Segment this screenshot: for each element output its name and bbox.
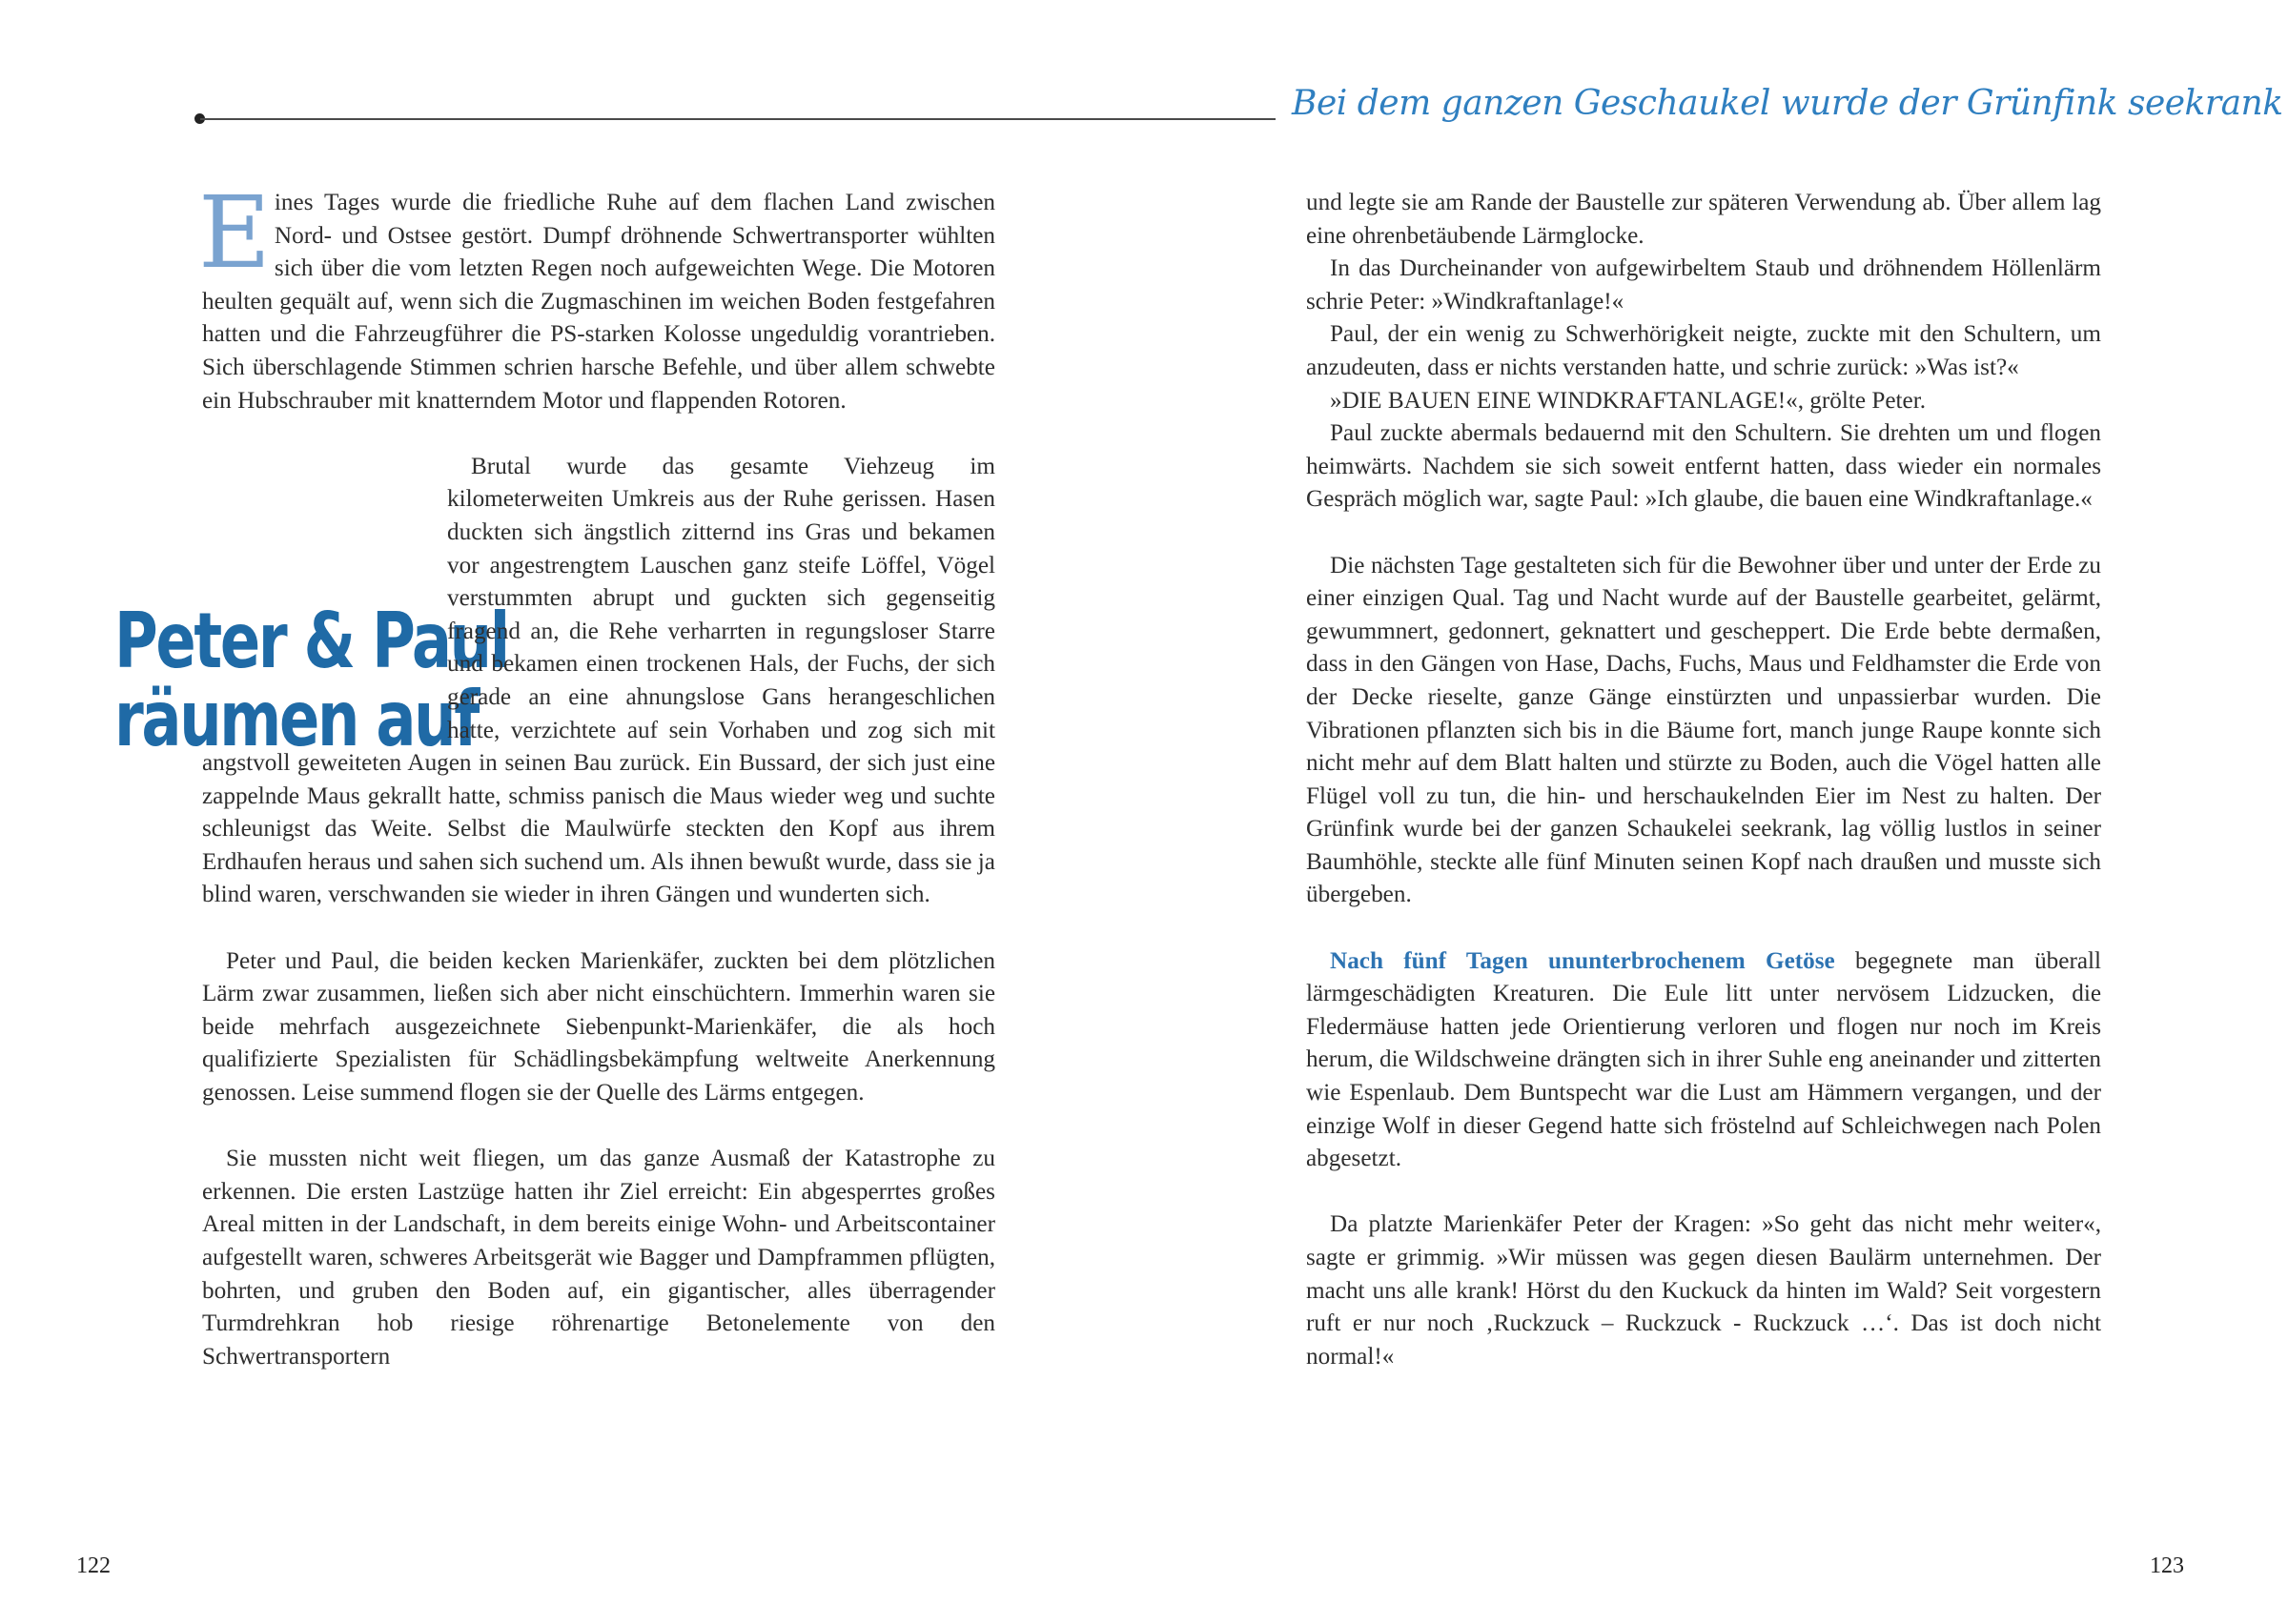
- paragraph: Peter und Paul, die beiden kecken Marienkäfer, zuckten bei dem plötzlichen Lärm zwar zusammen, ließen sich aber nicht einschüchtern. Immerhin waren sie beide mehrfach ausgezeichnete Siebenpunkt-Marienkäfer, die als hoch qualifizierte Spezialisten für Schädlingsbekämpfung weltweite Anerkennung genossen. Leise summend flogen sie der Quelle des Lärms entgegen.: [202, 947, 995, 1106]
- paragraph: Sie mussten nicht weit fliegen, um das ganze Ausmaß der Katastrophe zu erkennen. Die ersten Lastzüge hatten ihr Ziel erreicht: Ein abgesperrtes großes Areal mitten in der Landschaft, in dem bereits einige Wohn- und Arbeitscontainer aufgestellt waren, schweres Arbeitsgerät wie Bagger und Dampframmen pflügten, bohrten, und gruben den Boden auf, ein gigantischer, alles überragender Turmdrehkran hob riesige röhrenartige Betonelemente von den Schwertransportern: [202, 1146, 995, 1370]
- drop-cap: E: [198, 174, 271, 291]
- page-number-left: 122: [76, 1553, 111, 1578]
- paragraph-text: Brutal wurde das gesamte Viehzeug im kilometerweiten Umkreis aus der Ruhe gerissen. Hasen duckten sich ängstlich zitternd ins Gras und bekamen vor angestrengtem Lauschen ganz steife Löffel, Vögel verstummten abrupt und guckten sich gegenseitig fragend an, die Rehe verharrten in regungsloser Starre und bekamen einen trockenen Hals, der Fuchs, der sich gerade an eine ahnungslose Gans herangeschlichen hatte, verzichtete auf sein Vorhaben und zog sich mit angstvoll geweiteten Augen in seinen Bau zurück. Ein Bussard, der sich just eine zappelnde Maus gekrallt hatte, schmiss panisch die Maus wieder weg und suchte schleunigst das Weite. Selbst die Maulwürfe steckten den Kopf aus ihrem Erdhaufen heraus und sahen sich suchend um. Als ihnen bewußt wurde, dass sie ja blind waren, verschwanden sie wieder in ihren Gängen und wunderten sich.: [202, 453, 995, 908]
- headline-spacer: [178, 550, 447, 747]
- headline-line-1: Peter & Paul: [114, 597, 508, 685]
- paragraph: Paul zuckte abermals bedauernd mit den Schultern. Sie drehten um und flogen heimwärts. Nachdem sie sich soweit entfernt hatten, dass wieder ein normales Gespräch möglich war, sagte Paul: »Ich glaube, die bauen eine Windkraftanlage.«: [1306, 420, 2101, 513]
- header-rule: [200, 118, 1276, 120]
- paragraph: Paul, der ein wenig zu Schwerhörigkeit neigte, zuckte mit den Schultern, um anzudeuten, dass er nichts verstanden hatte, und schrie zurück: »Was ist?«: [1306, 321, 2101, 380]
- headline-line-2: räumen auf: [114, 675, 479, 763]
- paragraph: In das Durcheinander von aufgewirbeltem Staub und dröhnendem Höllenlärm schrie Peter: »Windkraftanlage!«: [1306, 255, 2101, 315]
- page-number-right: 123: [2150, 1553, 2184, 1578]
- paragraph: [1306, 945, 2101, 1176]
- paragraph: Die nächsten Tage gestalteten sich für die Bewohner über und unter der Erde zu einer einzigen Qual. Tag und Nacht wurde auf der Baustelle gearbeitet, gelärmt, gewummnert, gedonnert, geknattert und gescheppert. Die Erde bebte dermaßen, dass in den Gängen von Hase, Dachs, Fuchs, Maus und Feldhamster die Erde von der Decke rieselte, ganze Gänge einstürzten und unpassierbar wurden. Die Vibrationen pflanzten sich bis in die Bäume fort, manch junge Raupe konnte sich nicht mehr auf dem Blatt halten und stürzte zu Boden, auch die Vögel hatten alle Flügel voll zu tun, die hin- und herschaukelnden Eier im Nest zu halten. Der Grünfink wurde bei der ganzen Schaukelei seekrank, lag völlig lustlos in seiner Baumhöhle, steckte alle fünf Minuten seinen Kopf nach draußen und musste sich übergeben.: [1306, 552, 2101, 908]
- left-page-column: [198, 174, 995, 1373]
- paragraph: Da platzte Marienkäfer Peter der Kragen: »So geht das nicht mehr weiter«, sagte er grimmig. »Wir müssen was gegen diesen Baulärm unternehmen. Der macht uns alle krank! Hörst du den Kuckuck da hinten im Wald? Seit vorgestern ruft er nur noch ‚Ruckzuck – Ruckzuck - Ruckzuck …‘. Das ist doch nicht normal!«: [1306, 1211, 2101, 1370]
- running-head: Bei dem ganzen Geschaukel wurde der Grünfink seekrank: [1292, 84, 2283, 123]
- paragraph-text: begegnete man überall lärmgeschädigten Kreaturen. Die Eule litt unter nervösem Lidzucken, die Fledermäuse hatten jede Orientierung verloren und flogen nur noch im Kreis herum, die Wildschweine drängten sich in ihrer Suhle eng aneinander und zitterten wie Espenlaub. Dem Buntspecht war die Lust am Hämmern vergangen, und der einzige Wolf in dieser Gegend hatte sich fröstelnd auf Schleichwegen nach Polen abgesetzt.: [1306, 947, 2102, 1172]
- paragraph: »DIE BAUEN EINE WINDKRAFTANLAGE!«, grölte Peter.: [1330, 387, 1926, 414]
- paragraph: [198, 174, 995, 417]
- paragraph: und legte sie am Rande der Baustelle zur späteren Verwendung ab. Über allem lag eine ohrenbetäubende Lärmglocke.: [1306, 190, 2101, 249]
- paragraph-text: ines Tages wurde die friedliche Ruhe auf dem flachen Land zwischen Nord- und Ostsee gestört. Dumpf dröhnende Schwertransporter wühlten sich über die vom letzten Regen noch aufgeweichten Wege. Die Motoren heulten gequält auf, wenn sich die Zugmaschinen im weichen Boden festgefahren hatten und die Fahrzeugführer die PS-starken Kolosse ungeduldig vorantrieben. Sich überschlagende Stimmen schrien harsche Befehle, und über allem schwebte ein Hubschrauber mit knatterndem Motor und flappenden Rotoren.: [202, 190, 995, 414]
- section-lead-in: Nach fünf Tagen ununterbrochenem Getöse: [1330, 947, 1835, 974]
- paragraph: [202, 451, 995, 912]
- right-page-column: [1306, 187, 2101, 1373]
